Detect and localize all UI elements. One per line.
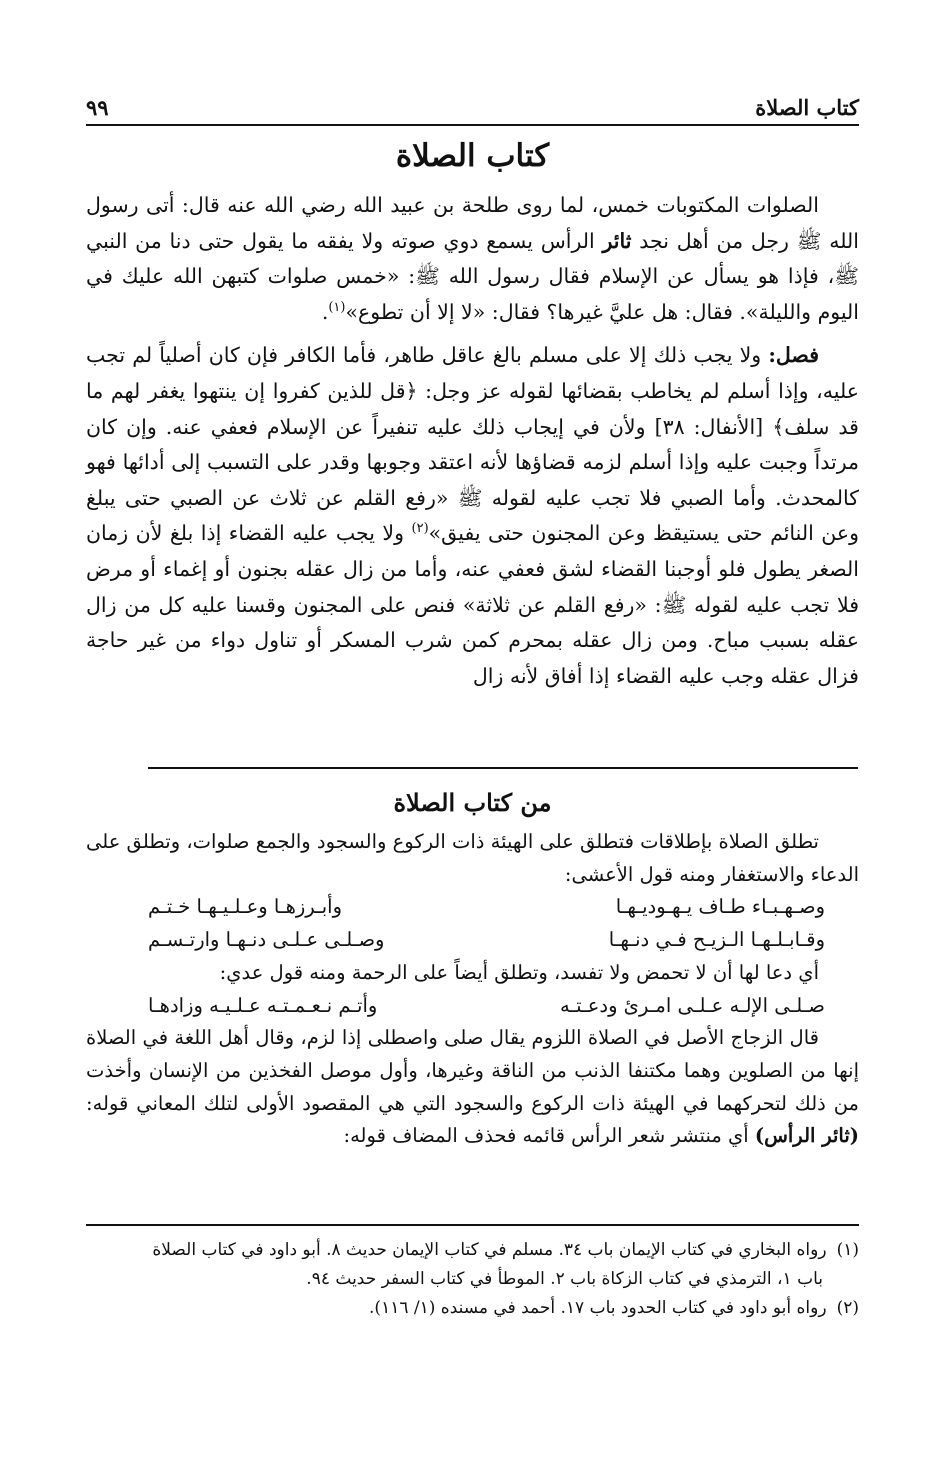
- main-p1-end: .: [321, 299, 329, 324]
- main-paragraph-1: [86, 188, 859, 330]
- footnote-ref-1[interactable]: (١): [328, 299, 346, 315]
- verse-hemistich: وقـابـلـهـا الـزيـح فـي دنـهـا: [608, 928, 825, 952]
- footnotes: [86, 1236, 859, 1323]
- footnote-1: [86, 1236, 859, 1265]
- footnote-2: [86, 1294, 859, 1323]
- verse-line: [86, 990, 859, 1023]
- verse-hemistich: وأتـم نـعـمـتـه عـلـيـه وزادهـا: [148, 993, 378, 1017]
- chapter-title: كتاب الصلاة: [395, 138, 550, 174]
- footnote-ref-2[interactable]: (٢): [411, 521, 429, 537]
- main-p1-text-b: الرأس يسمع دوي صوته ولا يفقه ما يقول حتى دنا من النبي ﷺ، فإذا هو يسأل عن الإسلام فقال رسول الله ﷺ: «خمس صلوات كتبهن الله عليك في اليوم والليلة». فقال: هل عليَّ غيرها؟ فقال: «لا إلا أن تطوع»: [86, 228, 859, 324]
- footnote-2-text: رواه أبو داود في كتاب الحدود باب ١٧. أحمد في مسنده (١/ ١١٦).: [369, 1298, 827, 1318]
- main-text: [86, 188, 859, 694]
- verse-hemistich: وصـلـى عـلـى دنـهـا وارتـسـم: [148, 928, 385, 952]
- footnote-rule: [86, 1224, 859, 1226]
- verse-line: [86, 924, 859, 957]
- commentary-text: [86, 826, 859, 1153]
- commentary-paragraph-3: [86, 1022, 859, 1153]
- verse-hemistich: صـلـى الإلـه عـلـى امـرئ ودعـتـه: [559, 993, 825, 1017]
- footnote-1-continued: باب ١، الترمذي في كتاب الزكاة باب ٢. الموطأ في كتاب السفر حديث ٩٤.: [306, 1269, 823, 1289]
- verse-hemistich: وأبـرزهـا وعـلـيـهـا خـتـم: [148, 895, 343, 919]
- commentary-p3-text: قال الزجاج الأصل في الصلاة اللزوم يقال صلى واصطلى إذا لزم، وقال أهل اللغة في الصلاة إنها من الصلوين وهما مكتنفا الذنب من الناقة وغيرها، وأول موصل الفخذين من الإنسان وأخذت من ذلك لتحركهما في الهيئة ذات الركوع والسجود التي هي المقصود الأولى لتلك المعاني قوله:: [86, 1026, 859, 1115]
- running-title: كتاب الصلاة: [755, 95, 859, 120]
- footnote-number: (١): [836, 1240, 859, 1260]
- main-p1-bold: ثائر: [602, 228, 632, 253]
- footnote-1-text: رواه البخاري في كتاب الإيمان باب ٣٤. مسلم في كتاب الإيمان حديث ٨. أبو داود في كتاب الصلاة: [152, 1240, 827, 1260]
- commentary-p3-text-b: أي منتشر شعر الرأس قائمه فحذف المضاف قوله:: [343, 1124, 749, 1148]
- main-p2-text-b: ولا يجب عليه القضاء إذا بلغ لأن زمان الصغر يطول فلو أوجبنا القضاء لشق فعفي عنه، وأما من زال عقله بجنون أو إغماء أو مرض فلا تجب عليه لقوله ﷺ: «رفع القلم عن ثلاثة» فنص على المجنون وقسنا عليه كل من زال عقله بسبب مباح. ومن زال عقله بمحرم كمن شرب المسكر أو تناول دواء من غير حاجة فزال عقله وجب عليه القضاء إذا أفاق لأنه زال: [86, 521, 859, 688]
- main-p2-text: ولا يجب ذلك إلا على مسلم بالغ عاقل طاهر، فأما الكافر فإن كان أصلياً لم تجب عليه، وإذا أسلم لم يخاطب بقضائها لقوله عز وجل: ﴿قل للذين كفروا إن ينتهوا يغفر لهم ما قد سلف﴾ [الأنفال: ٣٨] ولأن في إيجاب ذلك عليه تنفيراً عن الإسلام فعفي عنه. وإن كان مرتداً وجبت عليه وإذا أسلم لزمه قضاؤها لأنه اعتقد وجوبها وقدر على التسبب إلى أدائها فهو كالمحدث. وأما الصبي فلا تجب عليه لقوله ﷺ «رفع القلم عن ثلاث عن الصبي حتى يبلغ وعن النائم حتى يستيقظ وعن المجنون حتى يفيق»: [86, 343, 860, 546]
- commentary-p3-bold: (ثائر الرأس): [754, 1124, 859, 1148]
- page-number: ٩٩: [86, 95, 109, 120]
- verse-hemistich: وصـهـبـاء طـاف يـهـوديـهـا: [615, 895, 825, 919]
- commentary-title: من كتاب الصلاة: [393, 788, 552, 817]
- section-lead: فصل:: [768, 343, 819, 368]
- commentary-paragraph-2: أي دعا لها أن لا تحمض ولا تفسد، وتطلق أيضاً على الرحمة ومنه قول عدي:: [219, 960, 819, 984]
- commentary-paragraph-1: تطلق الصلاة بإطلاقات فتطلق على الهيئة ذات الركوع والسجود والجمع صلوات، وتطلق على الدعاء والاستغفار ومنه قول الأعشى:: [86, 830, 859, 886]
- verse-line: [86, 891, 859, 924]
- footnote-number: (٢): [836, 1298, 859, 1318]
- main-p1-text: الصلوات المكتوبات خمس، لما روى طلحة بن عبيد الله رضي الله عنه قال: أتى رسول الله ﷺ رجل من أهل نجد: [86, 193, 859, 253]
- main-paragraph-2: [86, 338, 859, 694]
- section-divider: [148, 767, 858, 769]
- running-header: [86, 86, 859, 126]
